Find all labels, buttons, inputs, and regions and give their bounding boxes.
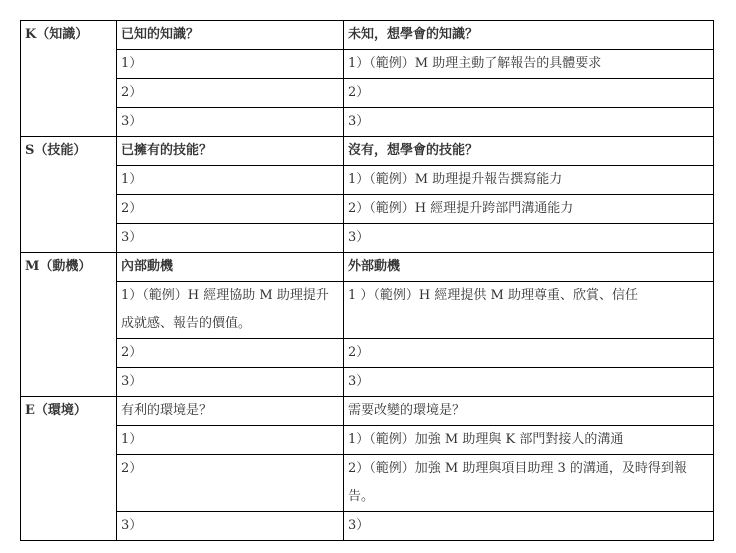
m-right-header: 外部動機 [344,253,714,282]
m-right-cell-1: 1 ）（範例）H 經理提供 M 助理尊重、欣賞、信任 [344,282,714,339]
e-left-cell-3: 3） [117,512,344,541]
k-right-cell-3: 3） [344,108,714,137]
e-right-cell-2: 2）（範例）加強 M 助理與項目助理 3 的溝通，及時得到報告。 [344,455,714,512]
s-left-header: 已擁有的技能？ [117,137,344,166]
m-left-cell-1: 1）（範例）H 經理協助 M 助理提升成就感、報告的價值。 [117,282,344,339]
k-left-header: 已知的知識？ [117,21,344,50]
category-knowledge: K（知識） [21,21,117,137]
m-left-header: 內部動機 [117,253,344,282]
k-right-cell-2: 2） [344,79,714,108]
k-left-cell-2: 2） [117,79,344,108]
s-right-cell-1: 1）（範例）M 助理提升報告撰寫能力 [344,166,714,195]
table-row [21,282,714,339]
e-right-cell-3: 3） [344,512,714,541]
e-left-header: 有利的環境是？ [117,397,344,426]
m-left-cell-2: 2） [117,339,344,368]
s-right-cell-3: 3） [344,224,714,253]
k-right-cell-1: 1）（範例）M 助理主動了解報告的具體要求 [344,50,714,79]
e-right-header: 需要改變的環境是？ [344,397,714,426]
table-row [21,108,714,137]
s-left-cell-2: 2） [117,195,344,224]
category-environment: E（環境） [21,397,117,541]
k-left-cell-1: 1） [117,50,344,79]
category-skills: S（技能） [21,137,117,253]
table-row [21,166,714,195]
table-row [21,195,714,224]
section-k-header-row [21,21,714,50]
table-row [21,224,714,253]
s-right-header: 沒有，想學會的技能？ [344,137,714,166]
s-right-cell-2: 2）（範例）H 經理提升跨部門溝通能力 [344,195,714,224]
table-row [21,50,714,79]
e-left-cell-2: 2） [117,455,344,512]
s-left-cell-1: 1） [117,166,344,195]
m-right-cell-3: 3） [344,368,714,397]
ksme-table [20,20,714,541]
k-left-cell-3: 3） [117,108,344,137]
table-row [21,79,714,108]
k-right-header: 未知，想學會的知識？ [344,21,714,50]
m-right-cell-2: 2） [344,339,714,368]
s-left-cell-3: 3） [117,224,344,253]
category-motivation: M（動機） [21,253,117,397]
m-left-cell-3: 3） [117,368,344,397]
table-row [21,455,714,512]
section-s-header-row [21,137,714,166]
section-e-header-row [21,397,714,426]
table-row [21,512,714,541]
e-right-cell-1: 1）（範例）加強 M 助理與 K 部門對接人的溝通 [344,426,714,455]
table-row [21,368,714,397]
e-left-cell-1: 1） [117,426,344,455]
table-row [21,426,714,455]
table-row [21,339,714,368]
section-m-header-row [21,253,714,282]
